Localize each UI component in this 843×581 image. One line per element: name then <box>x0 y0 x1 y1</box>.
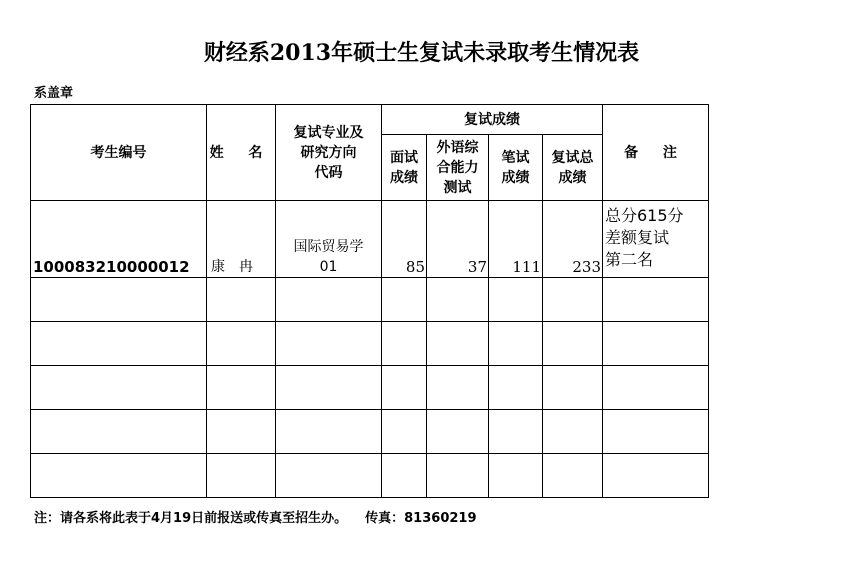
header-name: 姓 名 <box>207 105 276 201</box>
score-table <box>30 104 709 498</box>
empty-cell <box>603 278 709 322</box>
header-interview-line2: 成绩 <box>390 169 418 186</box>
empty-cell <box>543 366 603 410</box>
empty-cell <box>382 278 427 322</box>
header-total-line1: 复试总 <box>551 149 594 166</box>
empty-cell <box>382 454 427 498</box>
empty-row <box>31 322 709 366</box>
empty-cell <box>427 454 489 498</box>
cell-remark-line3: 第二名 <box>605 250 654 269</box>
header-written <box>489 135 543 201</box>
header-major-line1: 复试专业及 <box>293 124 364 141</box>
header-exam-id: 考生编号 <box>31 105 207 201</box>
header-interview-line1: 面试 <box>390 149 418 166</box>
cell-total: 233 <box>543 201 603 278</box>
header-written-line1: 笔试 <box>501 149 530 166</box>
header-foreign <box>427 135 489 201</box>
empty-cell <box>31 410 207 454</box>
header-interview <box>382 135 427 201</box>
header-total-line2: 成绩 <box>558 169 587 186</box>
empty-cell <box>276 278 382 322</box>
empty-cell <box>207 322 276 366</box>
empty-row <box>31 366 709 410</box>
empty-row <box>31 278 709 322</box>
empty-cell <box>489 366 543 410</box>
header-row-1 <box>31 105 709 135</box>
empty-cell <box>427 322 489 366</box>
header-total <box>543 135 603 201</box>
page-title: 财经系2013年硕士生复试未录取考生情况表 <box>203 40 640 66</box>
empty-cell <box>31 366 207 410</box>
header-foreign-line1: 外语综 <box>436 139 479 156</box>
header-retest-scores: 复试成绩 <box>382 105 603 135</box>
empty-cell <box>603 410 709 454</box>
empty-cell <box>543 322 603 366</box>
empty-cell <box>276 366 382 410</box>
empty-cell <box>427 278 489 322</box>
empty-cell <box>207 278 276 322</box>
empty-cell <box>489 278 543 322</box>
empty-cell <box>31 278 207 322</box>
empty-cell <box>207 366 276 410</box>
empty-cell <box>543 278 603 322</box>
header-foreign-line2: 合能力 <box>436 159 479 176</box>
header-major-line3: 代码 <box>314 164 343 181</box>
empty-cell <box>382 410 427 454</box>
cell-name <box>207 201 276 278</box>
header-major <box>276 105 382 201</box>
cell-remark-line1: 总分615分 <box>605 206 684 225</box>
cell-remark-line2: 差额复试 <box>605 228 670 247</box>
empty-cell <box>603 322 709 366</box>
cell-exam-id: 100083210000012 <box>31 201 207 278</box>
cell-major <box>276 201 382 278</box>
empty-cell <box>31 322 207 366</box>
footer-fax: 传真：81360219 <box>365 511 477 526</box>
empty-cell <box>489 410 543 454</box>
empty-cell <box>207 454 276 498</box>
empty-cell <box>489 454 543 498</box>
empty-cell <box>489 322 543 366</box>
empty-cell <box>276 410 382 454</box>
header-remarks: 备 注 <box>603 105 709 201</box>
empty-cell <box>543 454 603 498</box>
cell-interview: 85 <box>382 201 427 278</box>
header-major-line2: 研究方向 <box>300 144 357 161</box>
empty-cell <box>427 366 489 410</box>
empty-cell <box>276 322 382 366</box>
footer-note <box>34 507 477 526</box>
cell-remarks <box>603 201 709 278</box>
footer-note-text: 注：请各系将此表于4月19日前报送或传真至招生办。 <box>34 511 348 526</box>
cell-name-text: 康冉 <box>211 259 267 275</box>
header-written-line2: 成绩 <box>501 169 530 186</box>
cell-written: 111 <box>489 201 543 278</box>
empty-cell <box>603 454 709 498</box>
empty-row <box>31 454 709 498</box>
empty-cell <box>382 322 427 366</box>
empty-cell <box>207 410 276 454</box>
header-foreign-line3: 测试 <box>443 179 472 196</box>
empty-cell <box>276 454 382 498</box>
table-row <box>31 201 709 278</box>
empty-row <box>31 410 709 454</box>
cell-major-line2: 01 <box>319 259 338 275</box>
cell-foreign: 37 <box>427 201 489 278</box>
cell-major-line1: 国际贸易学 <box>293 239 364 255</box>
empty-cell <box>31 454 207 498</box>
empty-cell <box>427 410 489 454</box>
stamp-label: 系盖章 <box>34 86 74 101</box>
empty-cell <box>543 410 603 454</box>
empty-cell <box>603 366 709 410</box>
empty-cell <box>382 366 427 410</box>
